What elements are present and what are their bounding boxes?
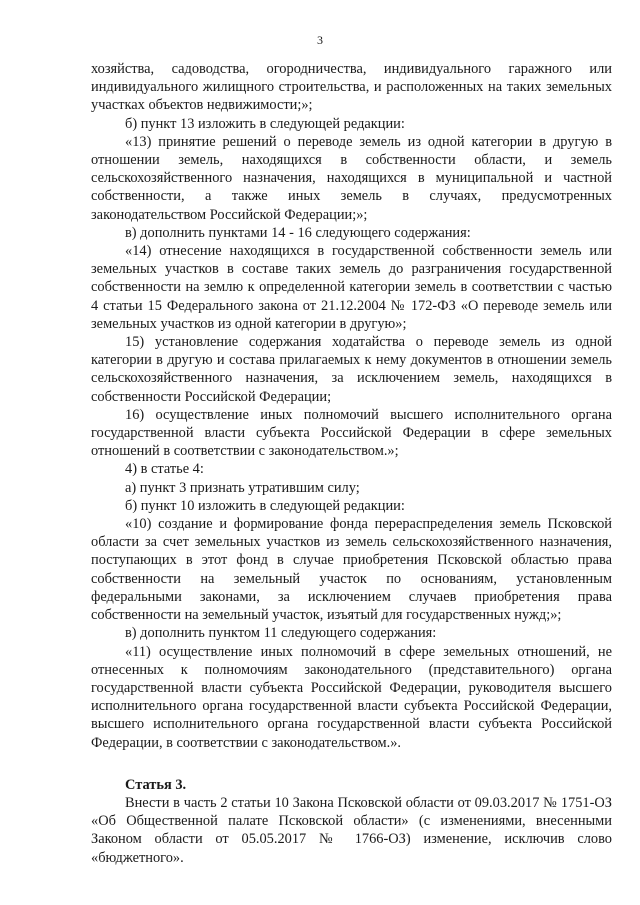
document-body bbox=[91, 60, 612, 867]
paragraph: б) пункт 10 изложить в следующей редакции: bbox=[125, 497, 405, 514]
paragraph: «13) принятие решений о переводе земель из одной категории в другую в отношении земель, находящихся в собственности области, и земель сельскохозяйственного назначения, находящихся в муниципальной и частной собственности, а также иных земель в случаях, предусмотренных законодательством Российской Федерации;»; bbox=[91, 133, 612, 223]
paragraph: 15) установление содержания ходатайства о переводе земель из одной категории в другую и состава прилагаемых к нему документов в отношении земель сельскохозяйственного назначения, за исключением земель, находящихся в собственности Российской Федерации; bbox=[91, 334, 612, 405]
paragraph: 16) осуществление иных полномочий высшего исполнительного органа государственной власти субъекта Российской Федерации в сфере земельных отношений в соответствии с законодательством.»; bbox=[91, 406, 612, 460]
paragraph: 4) в статье 4: bbox=[125, 461, 204, 478]
paragraph: в) дополнить пунктом 11 следующего содержания: bbox=[125, 625, 437, 642]
paragraph: в) дополнить пунктами 14 - 16 следующего содержания: bbox=[125, 224, 471, 241]
article-paragraph: Внести в часть 2 статьи 10 Закона Псковской области от 09.03.2017 № 1751-ОЗ «Об Общественной палате Псковской области» (с изменениями, внесенными Законом области от 05.05.2017 № 1766-ОЗ) изменение, исключив слово «бюджетного». bbox=[91, 794, 612, 866]
article-title: Статья 3. bbox=[125, 776, 187, 793]
paragraph: б) пункт 13 изложить в следующей редакции: bbox=[125, 115, 405, 132]
paragraph: хозяйства, садоводства, огородничества, индивидуального гаражного или индивидуального жилищного строительства, и расположенных на таких земельных участках объектов недвижимости;»; bbox=[91, 61, 612, 114]
paragraph: «11) осуществление иных полномочий в сфере земельных отношений, не отнесенных к полномочиям законодательного (представительного) органа государственной власти субъекта Российской Федерации, руководителя высшего исполнительного органа государственной власти субъекта Российской Федерации, высшего исполнительного органа государственной власти субъекта Российской Федерации, в соответствии с законодательством.». bbox=[91, 643, 612, 751]
paragraph: а) пункт 3 признать утратившим силу; bbox=[125, 479, 360, 496]
page-number: 3 bbox=[317, 33, 323, 47]
paragraph: «14) отнесение находящихся в государственной собственности земель или земельных участков в составе таких земель до разграничения государственной собственности на землю к определенной категории земель в соответствии с частью 4 статьи 15 Федерального закона от 21.12.2004 № 172-ФЗ «О переводе земель или земельных участков из одной категории в другую»; bbox=[91, 243, 612, 332]
paragraph: «10) создание и формирование фонда перераспределения земель Псковской области за счет земельных участков из земель сельскохозяйственного назначения, поступающих в этот фонд в случае приобретения Псковской областью права собственности на земельный участок по основаниям, установленным федеральными законами, за исключением случаев приобретения права собственности на земельный участок, изъятый для государственных нужд;»; bbox=[91, 516, 612, 624]
